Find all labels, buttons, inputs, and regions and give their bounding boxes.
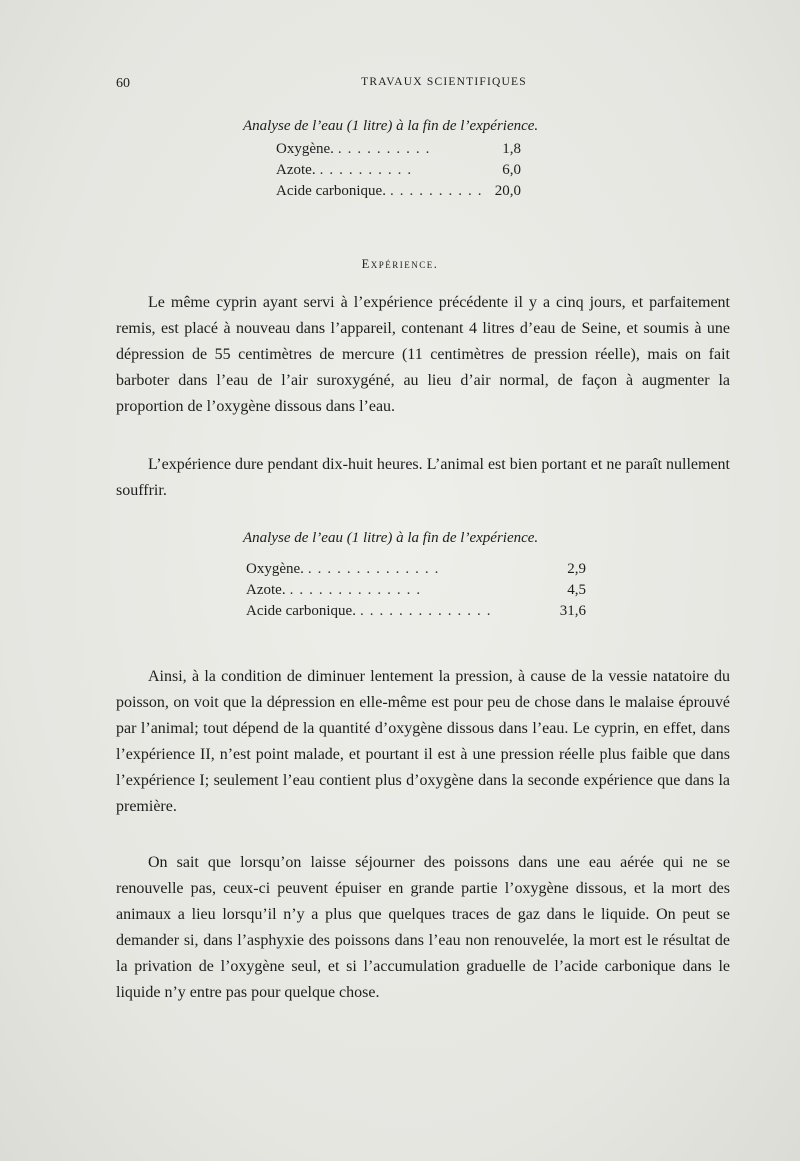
table-caption: Analyse de l’eau (1 litre) à la fin de l’expérience. — [243, 118, 539, 134]
analysis-table-2 — [243, 530, 593, 622]
row-label: Acide carbonique. — [246, 603, 356, 619]
row-label: Oxygène. — [276, 141, 334, 157]
running-title: TRAVAUX SCIENTIFIQUES — [361, 76, 527, 88]
row-label: Azote. — [276, 162, 316, 178]
table-row: Oxygène. .............. 2,9 — [246, 559, 586, 580]
row-value: 31,6 — [559, 603, 586, 619]
row-value: 2,9 — [567, 561, 586, 577]
table-body — [276, 139, 521, 202]
table-row: Azote. .............. 4,5 — [246, 580, 586, 601]
row-value: 4,5 — [567, 582, 586, 598]
row-label: Oxygène. — [246, 561, 304, 577]
row-value: 1,8 — [502, 141, 521, 157]
analysis-table-1 — [243, 118, 563, 202]
table-row: Oxygène. .......... 1,8 — [276, 139, 521, 160]
row-label: Acide carbonique. — [276, 183, 386, 199]
section-title: Expérience. — [361, 257, 439, 271]
table-row: Azote. .......... 6,0 — [276, 160, 521, 181]
table-caption: Analyse de l’eau (1 litre) à la fin de l’expérience. — [243, 530, 539, 546]
row-value: 20,0 — [494, 183, 521, 199]
table-body — [246, 559, 586, 622]
table-row: Acide carbonique. .......... 20,0 — [276, 181, 521, 202]
page-header — [116, 76, 732, 96]
row-value: 6,0 — [502, 162, 521, 178]
paragraph: L’expérience dure pendant dix-huit heures. L’animal est bien portant et ne paraît nullement souffrir. — [116, 456, 730, 499]
row-label: Azote. — [246, 582, 286, 598]
paragraph: Ainsi, à la condition de diminuer lentement la pression, à cause de la vessie natatoire du poisson, on voit que la dépression en elle-même est pour peu de chose dans le malaise éprouvé par l’animal; tout dépend de la quantité d’oxygène dissous dans l’eau. Le cyprin, en effet, dans l’expérience II, n’est point malade, et pourtant il est à une pression réelle plus faible que dans l’expérience I; seulement l’eau contient plus d’oxygène dans la seconde expérience que dans la première. — [116, 668, 730, 815]
table-row: Acide carbonique. .............. 31,6 — [246, 601, 586, 622]
paragraph: Le même cyprin ayant servi à l’expérience précédente il y a cinq jours, et parfaitement remis, est placé à nouveau dans l’appareil, contenant 4 litres d’eau de Seine, et soumis à une dépression de 55 centimètres de mercure (11 centimètres de pression réelle), mais on fait barboter dans l’eau de l’air suroxygéné, au lieu d’air normal, de façon à augmenter la proportion de l’oxygène dissous dans l’eau. — [116, 294, 730, 415]
paragraph: On sait que lorsqu’on laisse séjourner des poissons dans une eau aérée qui ne se renouvelle pas, ceux-ci peuvent épuiser en grande partie l’oxygène dissous, et la mort des animaux a lieu lorsqu’il n’y a plus que quelques traces de gaz dans le liquide. On peut se demander si, dans l’asphyxie des poissons dans l’eau non renouvelée, la mort est le résultat de la privation de l’oxygène seul, et si l’accumulation graduelle de l’acide carbonique dans le liquide n’y entre pas pour quelque chose. — [116, 854, 730, 1001]
page-number: 60 — [116, 76, 130, 91]
